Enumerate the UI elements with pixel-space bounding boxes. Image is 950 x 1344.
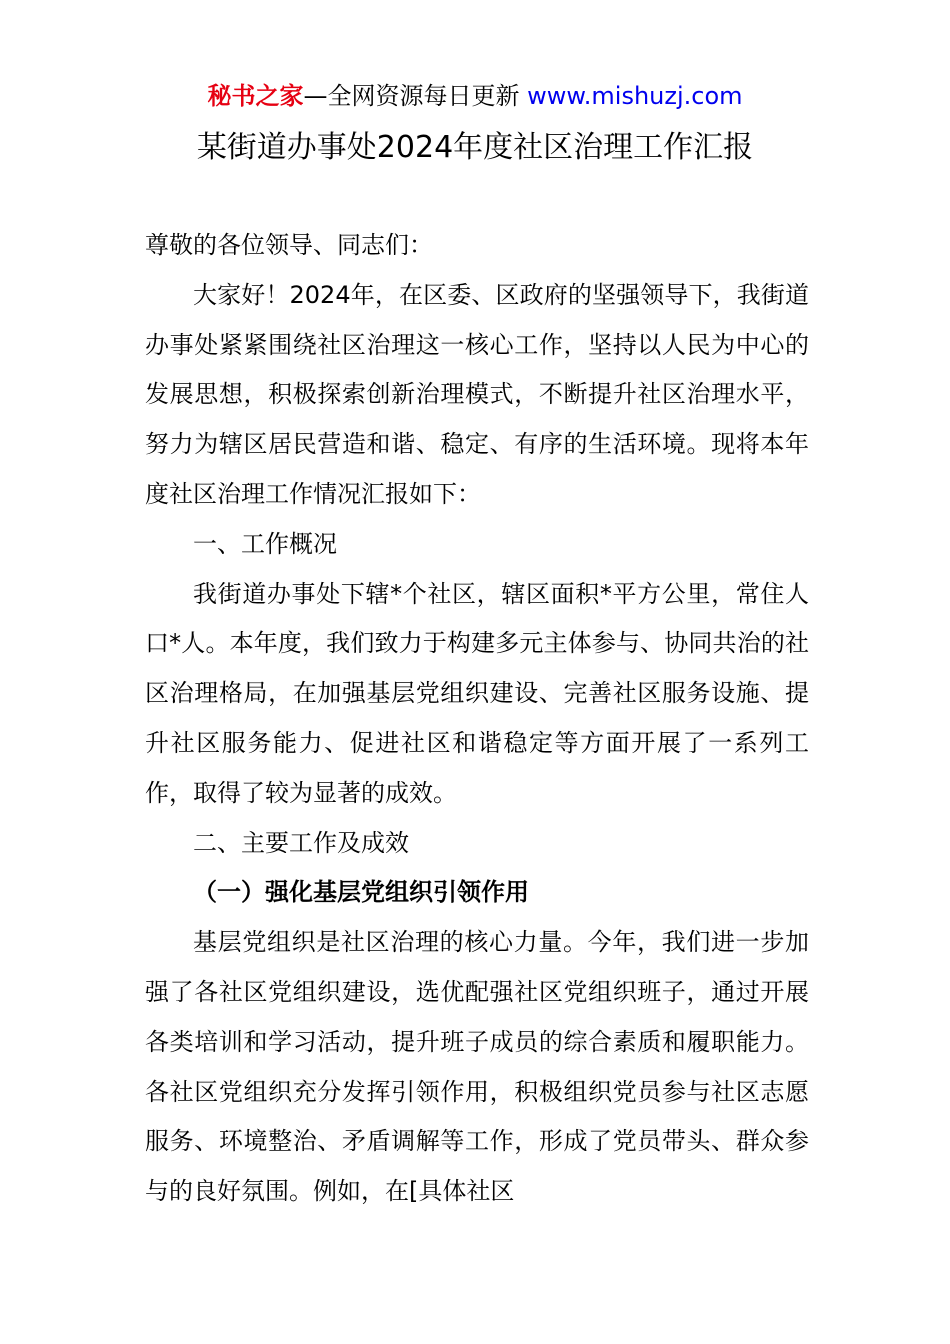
party-leadership-paragraph: 基层党组织是社区治理的核心力量。今年，我们进一步加强了各社区党组织建设，选优配强社区党组织班子，通过开展各类培训和学习活动，提升班子成员的综合素质和履职能力。各社区党组织充分发挥引领作用，积极组织党员参与社区志愿服务、环境整治、矛盾调解等工作，形成了党员带头、群众参与的良好氛围。例如，在[具体社区: [145, 928, 809, 1206]
intro-paragraph: 大家好！2024年，在区委、区政府的坚强领导下，我街道办事处紧紧围绕社区治理这一核心工作，坚持以人民为中心的发展思想，积极探索创新治理模式，不断提升社区治理水平，努力为辖区居民营造和谐、稳定、有序的生活环境。现将本年度社区治理工作情况汇报如下：: [145, 280, 809, 508]
overview-paragraph: 我街道办事处下辖*个社区，辖区面积*平方公里，常住人口*人。本年度，我们致力于构建多元主体参与、协同共治的社区治理格局，在加强基层党组织建设、完善社区服务设施、提升社区服务能力、促进社区和谐稳定等方面开展了一系列工作，取得了较为显著的成效。: [145, 579, 809, 807]
section-heading-overview: 一、工作概况: [193, 529, 337, 558]
section-heading-main-work: 二、主要工作及成效: [193, 828, 409, 857]
site-tagline: —全网资源每日更新: [303, 82, 528, 110]
subsection-heading-party-leadership: （一）强化基层党组织引领作用: [193, 878, 529, 907]
document-body: [145, 221, 809, 1217]
document-title: 某街道办事处2024年度社区治理工作汇报: [196, 130, 754, 165]
site-brand: 秘书之家: [207, 82, 304, 110]
site-banner: [0, 80, 950, 112]
greeting-paragraph: 尊敬的各位领导、同志们：: [145, 231, 433, 259]
site-url-link[interactable]: www.mishuzj.com: [527, 82, 743, 110]
